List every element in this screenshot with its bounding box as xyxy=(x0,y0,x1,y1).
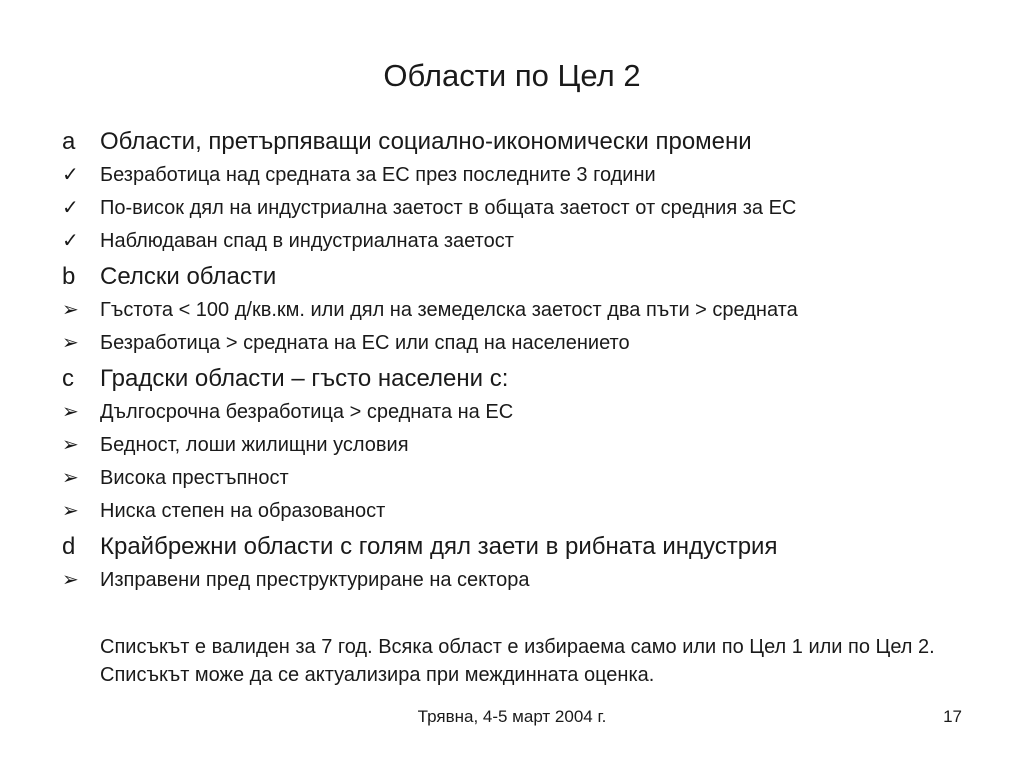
letter-c-marker: c xyxy=(62,365,74,392)
arrow-bullet-icon: ➢ xyxy=(62,500,79,522)
arrow-bullet-icon: ➢ xyxy=(62,332,79,354)
arrow-bullet-icon: ➢ xyxy=(62,467,79,489)
arrow-bullet-icon: ➢ xyxy=(62,299,79,321)
page-number: 17 xyxy=(943,707,962,726)
list-item-text: Дългосрочна безработица > средната на ЕС xyxy=(100,401,514,423)
check-icon: ✓ xyxy=(62,164,79,186)
list-item-text: Ниска степен на образованост xyxy=(100,500,386,522)
list-item-text: Наблюдаван спад в индустриалната заетост xyxy=(100,230,514,252)
validity-note: Списъкът е валиден за 7 год. Всяка област е избираема само или по Цел 1 или по Цел 2. Списъкът може да се актуализира при междинната оценка. xyxy=(100,636,935,686)
letter-b-marker: b xyxy=(62,263,76,290)
list-item-text: Изправени пред преструктуриране на сектора xyxy=(100,569,530,591)
arrow-bullet-icon: ➢ xyxy=(62,434,79,456)
list-item-text: Гъстота < 100 д/кв.км. или дял на земеделска заетост два пъти > средната xyxy=(100,299,798,321)
letter-d-marker: d xyxy=(62,533,76,560)
letter-a-marker: a xyxy=(62,128,76,155)
slide-title: Области по Цел 2 xyxy=(383,58,641,93)
list-item-text: Безработица над средната за ЕС през последните 3 години xyxy=(100,164,656,186)
footer-text: Трявна, 4-5 март 2004 г. xyxy=(417,707,607,726)
list-item-text: Крайбрежни области с голям дял заети в рибната индустрия xyxy=(100,533,778,560)
check-icon: ✓ xyxy=(62,197,79,219)
check-icon: ✓ xyxy=(62,230,79,252)
list-item-text: Безработица > средната на ЕС или спад на населението xyxy=(100,332,630,354)
list-item-text: Селски области xyxy=(100,263,277,290)
list-item-text: Висока престъпност xyxy=(100,467,289,489)
list-item-text: По-висок дял на индустриална заетост в общата заетост от средния за ЕС xyxy=(100,197,797,219)
list-item-text: Градски области – гъсто населени с: xyxy=(100,365,509,392)
list-item-text: Области, претърпяващи социално-икономически промени xyxy=(100,128,752,155)
arrow-bullet-icon: ➢ xyxy=(62,569,79,591)
arrow-bullet-icon: ➢ xyxy=(62,401,79,423)
list-item-text: Бедност, лоши жилищни условия xyxy=(100,434,409,456)
